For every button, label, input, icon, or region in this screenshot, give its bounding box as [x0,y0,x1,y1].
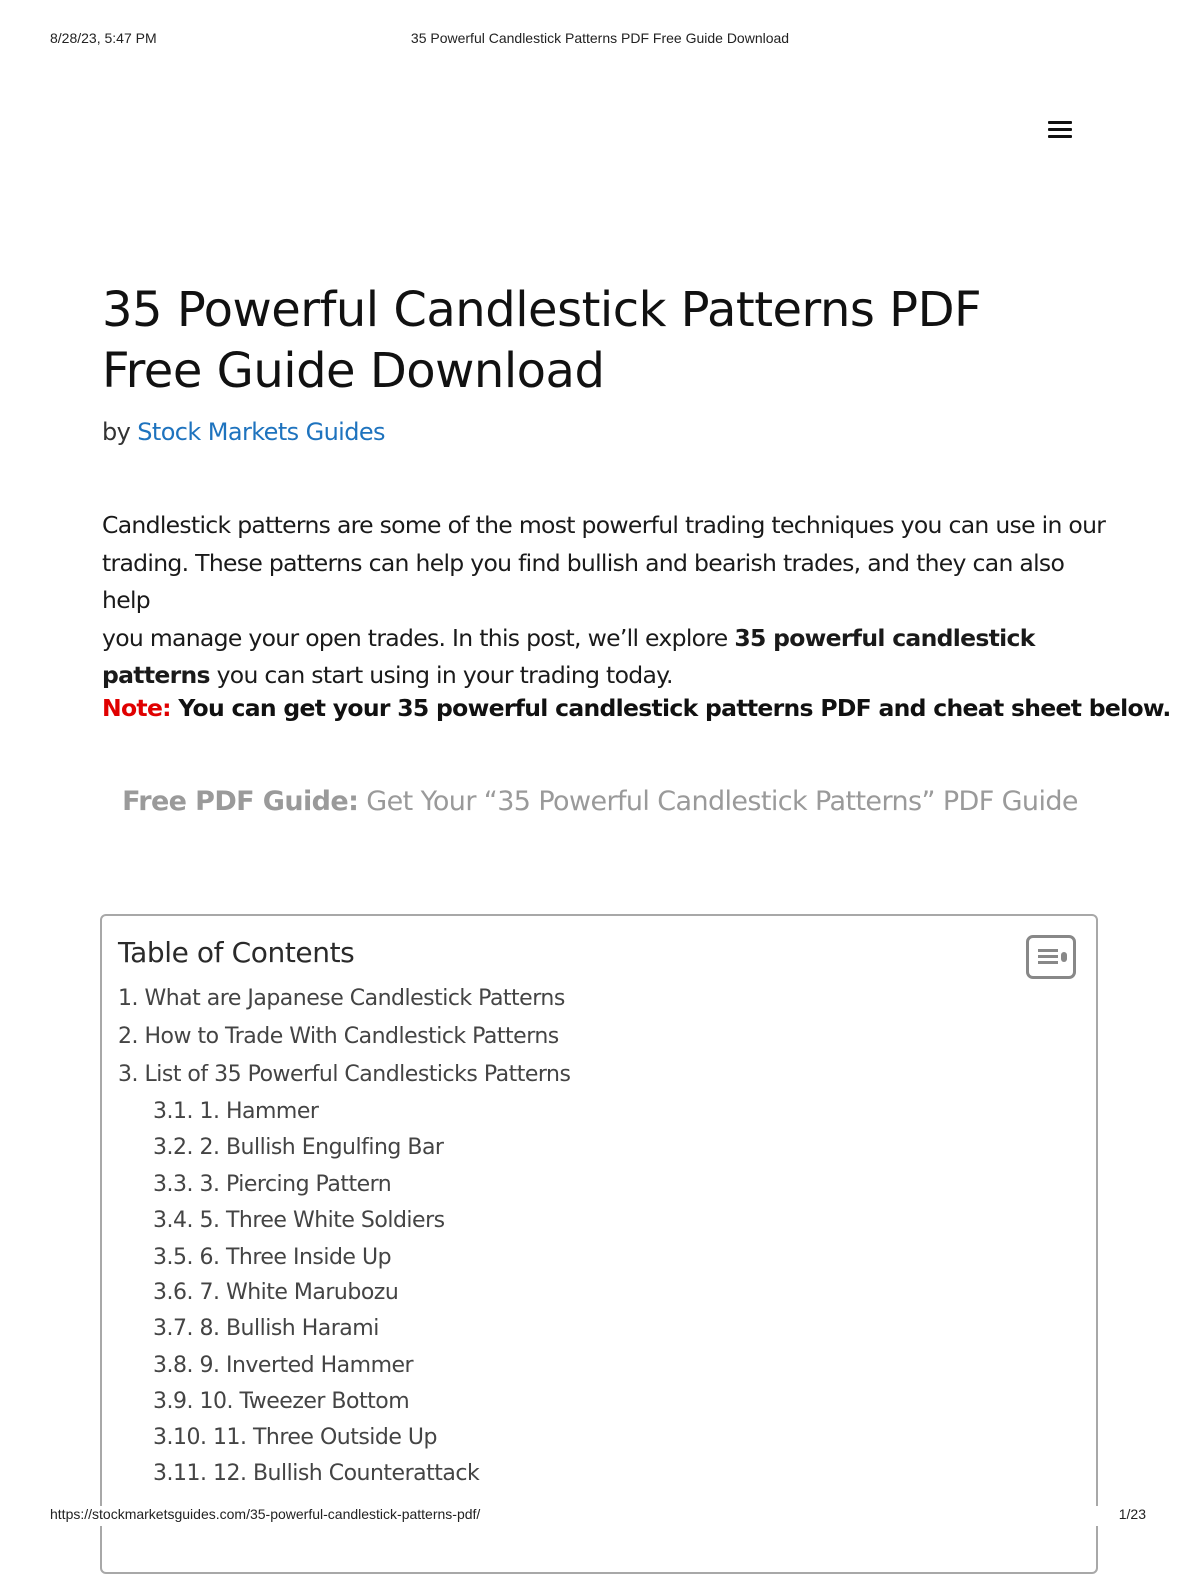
print-url: https://stockmarketsguides.com/35-powerful-candlestick-patterns-pdf/ [50,1506,481,1522]
print-header [50,30,1150,50]
promo-label: Free PDF Guide: [122,786,359,817]
toc-item-3-2[interactable]: 3.2. 2. Bullish Engulfing Bar [153,1135,444,1160]
hamburger-menu-icon[interactable] [1046,119,1074,141]
toc-item-3-7[interactable]: 3.7. 8. Bullish Harami [153,1316,379,1341]
toc-title: Table of Contents [118,936,355,969]
byline [102,418,385,446]
byline-prefix: by [102,418,131,446]
note-text: You can get your 35 powerful candlestick patterns PDF and cheat sheet below. [170,694,1171,722]
page-title-line-2: Free Guide Download [102,343,605,399]
intro-bold-2: patterns [102,661,210,689]
intro-line-4: you can start using in your trading today. [209,661,673,689]
toc-item-3-6[interactable]: 3.6. 7. White Marubozu [153,1280,399,1305]
intro-bold-1: 35 powerful candlestick [734,623,1035,652]
toc-item-3-1[interactable]: 3.1. 1. Hammer [153,1099,319,1124]
page-title-line-1: 35 Powerful Candlestick Patterns PDF [102,282,982,338]
print-footer [50,1506,1150,1526]
intro-paragraph [102,507,1112,695]
author-link[interactable]: Stock Markets Guides [137,418,385,446]
print-page-title: 35 Powerful Candlestick Patterns PDF Free Guide Download [410,30,790,46]
intro-line-2: trading. These patterns can help you find bullish and bearish trades, and they can also help [102,548,1065,614]
toc-item-3-10[interactable]: 3.10. 11. Three Outside Up [153,1425,437,1450]
page-title [102,280,1102,402]
note-label: Note: [102,694,171,722]
note-paragraph [102,694,1171,722]
print-datetime: 8/28/23, 5:47 PM [50,30,157,46]
print-page-number: 1/23 [1118,1506,1146,1522]
toc-item-3[interactable]: 3. List of 35 Powerful Candlesticks Patterns [118,1062,571,1087]
list-toggle-icon[interactable] [1026,935,1076,979]
toc-item-3-5[interactable]: 3.5. 6. Three Inside Up [153,1245,392,1270]
table-of-contents [100,914,1098,1574]
toc-item-3-9[interactable]: 3.9. 10. Tweezer Bottom [153,1389,410,1414]
toc-item-3-4[interactable]: 3.4. 5. Three White Soldiers [153,1208,445,1233]
intro-line-1: Candlestick patterns are some of the most powerful trading techniques you can use in our [102,511,1106,539]
toc-item-3-11[interactable]: 3.11. 12. Bullish Counterattack [153,1461,480,1486]
intro-line-3: you manage your open trades. In this post, we’ll explore [102,623,735,652]
toc-item-3-3[interactable]: 3.3. 3. Piercing Pattern [153,1172,392,1197]
toc-item-3-8[interactable]: 3.8. 9. Inverted Hammer [153,1353,414,1378]
toc-item-2[interactable]: 2. How to Trade With Candlestick Patterns [118,1024,559,1049]
promo-text: Get Your “35 Powerful Candlestick Patterns” PDF Guide [358,786,1078,817]
toc-item-1[interactable]: 1. What are Japanese Candlestick Patterns [118,986,565,1011]
free-pdf-guide-link[interactable] [0,786,1200,817]
